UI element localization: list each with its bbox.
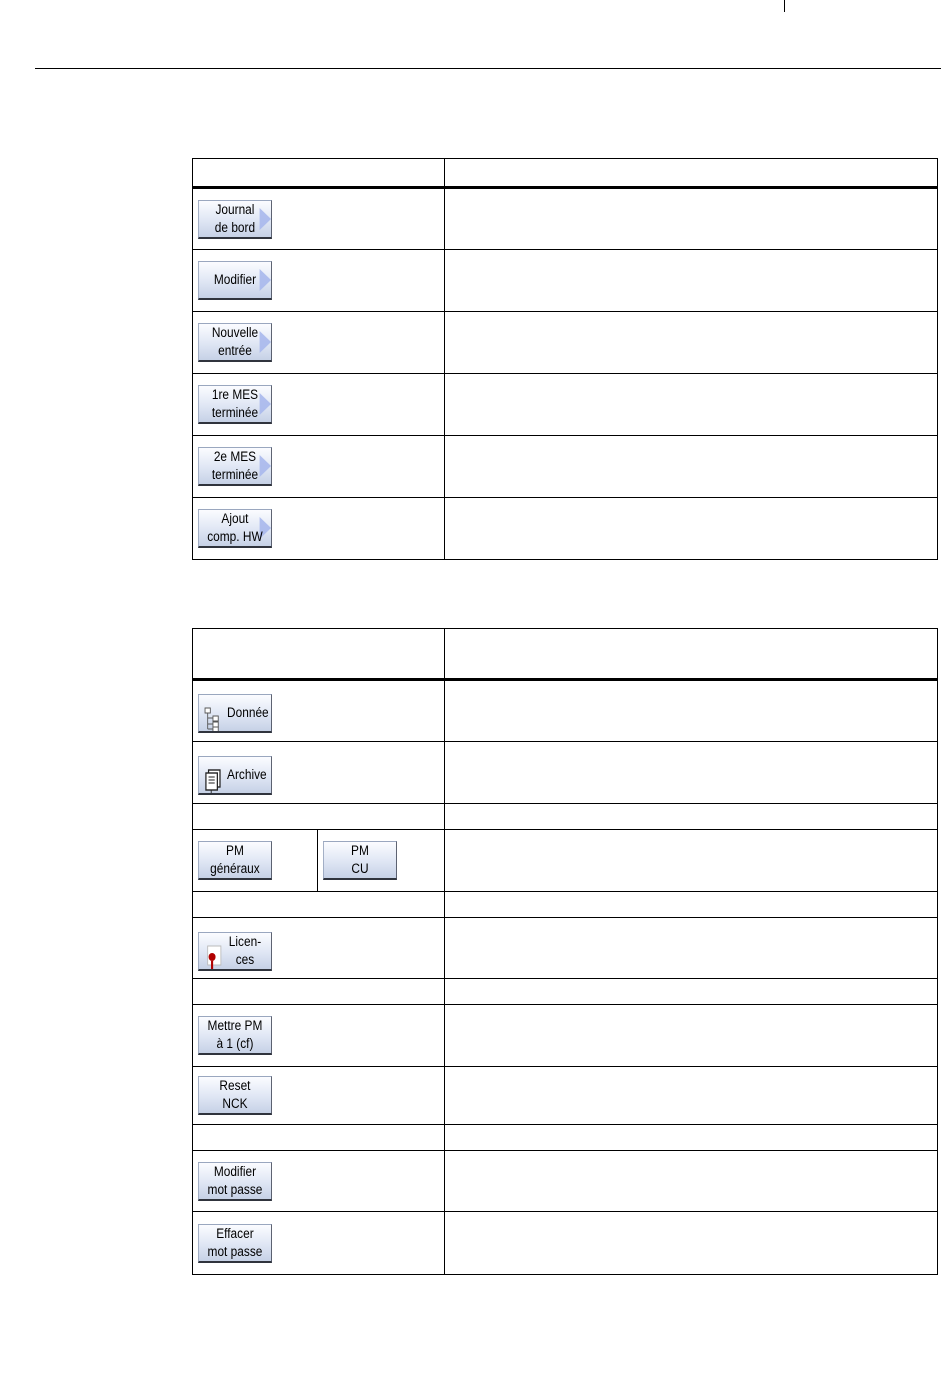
arrow-right-icon [260,331,271,353]
table-row [193,804,938,830]
empty-cell [193,1125,445,1151]
description-cell [445,979,938,1005]
header-rule [35,68,941,69]
tree-icon [204,694,223,733]
mettre-pm-softkey[interactable]: Mettre PM à 1 (cf) [198,1016,272,1055]
description-cell [445,892,938,918]
table-row [193,250,938,312]
effacer-mot-passe-softkey[interactable]: Effacer mot passe [198,1224,272,1263]
empty-cell [193,892,445,918]
table-row [193,918,938,979]
table-row [193,1067,938,1125]
table-row [193,1212,938,1275]
modifier-softkey[interactable]: Modifier [198,261,272,300]
header-cell-description [445,159,938,188]
pm-generaux-softkey[interactable]: PM généraux [198,841,272,880]
description-cell [445,250,938,312]
description-cell [445,1005,938,1067]
softkey-table-2 [192,628,938,1275]
table-header-row [193,159,938,188]
table-row [193,312,938,374]
table-row [193,188,938,250]
table-row [193,498,938,560]
table-row [193,892,938,918]
description-cell [445,804,938,830]
table-row [193,1005,938,1067]
1re-mes-terminee-softkey[interactable]: 1re MES terminée [198,385,272,424]
2e-mes-terminee-softkey[interactable]: 2e MES terminée [198,447,272,486]
empty-cell [193,804,445,830]
table-row [193,979,938,1005]
description-cell [445,918,938,979]
nouvelle-entree-softkey[interactable]: Nouvelle entrée [198,323,272,362]
modifier-mot-passe-softkey[interactable]: Modifier mot passe [198,1162,272,1201]
table-row [193,680,938,742]
table-header-row [193,629,938,680]
description-cell [445,374,938,436]
pm-cu-softkey[interactable]: PM CU [323,841,397,880]
header-cell-softkey [193,159,445,188]
description-cell [445,1067,938,1125]
table-row [193,1125,938,1151]
description-cell [445,188,938,250]
archive-icon [204,756,223,795]
description-cell [445,1151,938,1212]
table-row [193,830,938,892]
softkey-table-1 [192,158,938,560]
arrow-right-icon [260,208,271,230]
licences-softkey[interactable]: Licen- ces [198,932,272,971]
description-cell [445,436,938,498]
top-crop-mark [784,0,785,12]
archive-softkey[interactable]: Archive [198,756,272,795]
description-cell [445,1125,938,1151]
table-row [193,1151,938,1212]
arrow-right-icon [260,455,271,477]
description-cell [445,830,938,892]
description-cell [445,1212,938,1275]
table-row [193,436,938,498]
table-row [193,374,938,436]
journal-de-bord-softkey[interactable]: Journal de bord [198,200,272,239]
description-cell [445,680,938,742]
empty-cell [193,979,445,1005]
header-cell-softkey [193,629,445,680]
reset-nck-softkey[interactable]: Reset NCK [198,1076,272,1115]
ajout-comp-hw-softkey[interactable]: Ajout comp. HW [198,509,272,548]
arrow-right-icon [260,393,271,415]
donnee-softkey[interactable]: Donnée [198,694,272,733]
table-row [193,742,938,804]
arrow-right-icon [260,269,271,291]
description-cell [445,312,938,374]
license-seal-icon [204,932,225,971]
description-cell [445,742,938,804]
header-cell-description [445,629,938,680]
description-cell [445,498,938,560]
